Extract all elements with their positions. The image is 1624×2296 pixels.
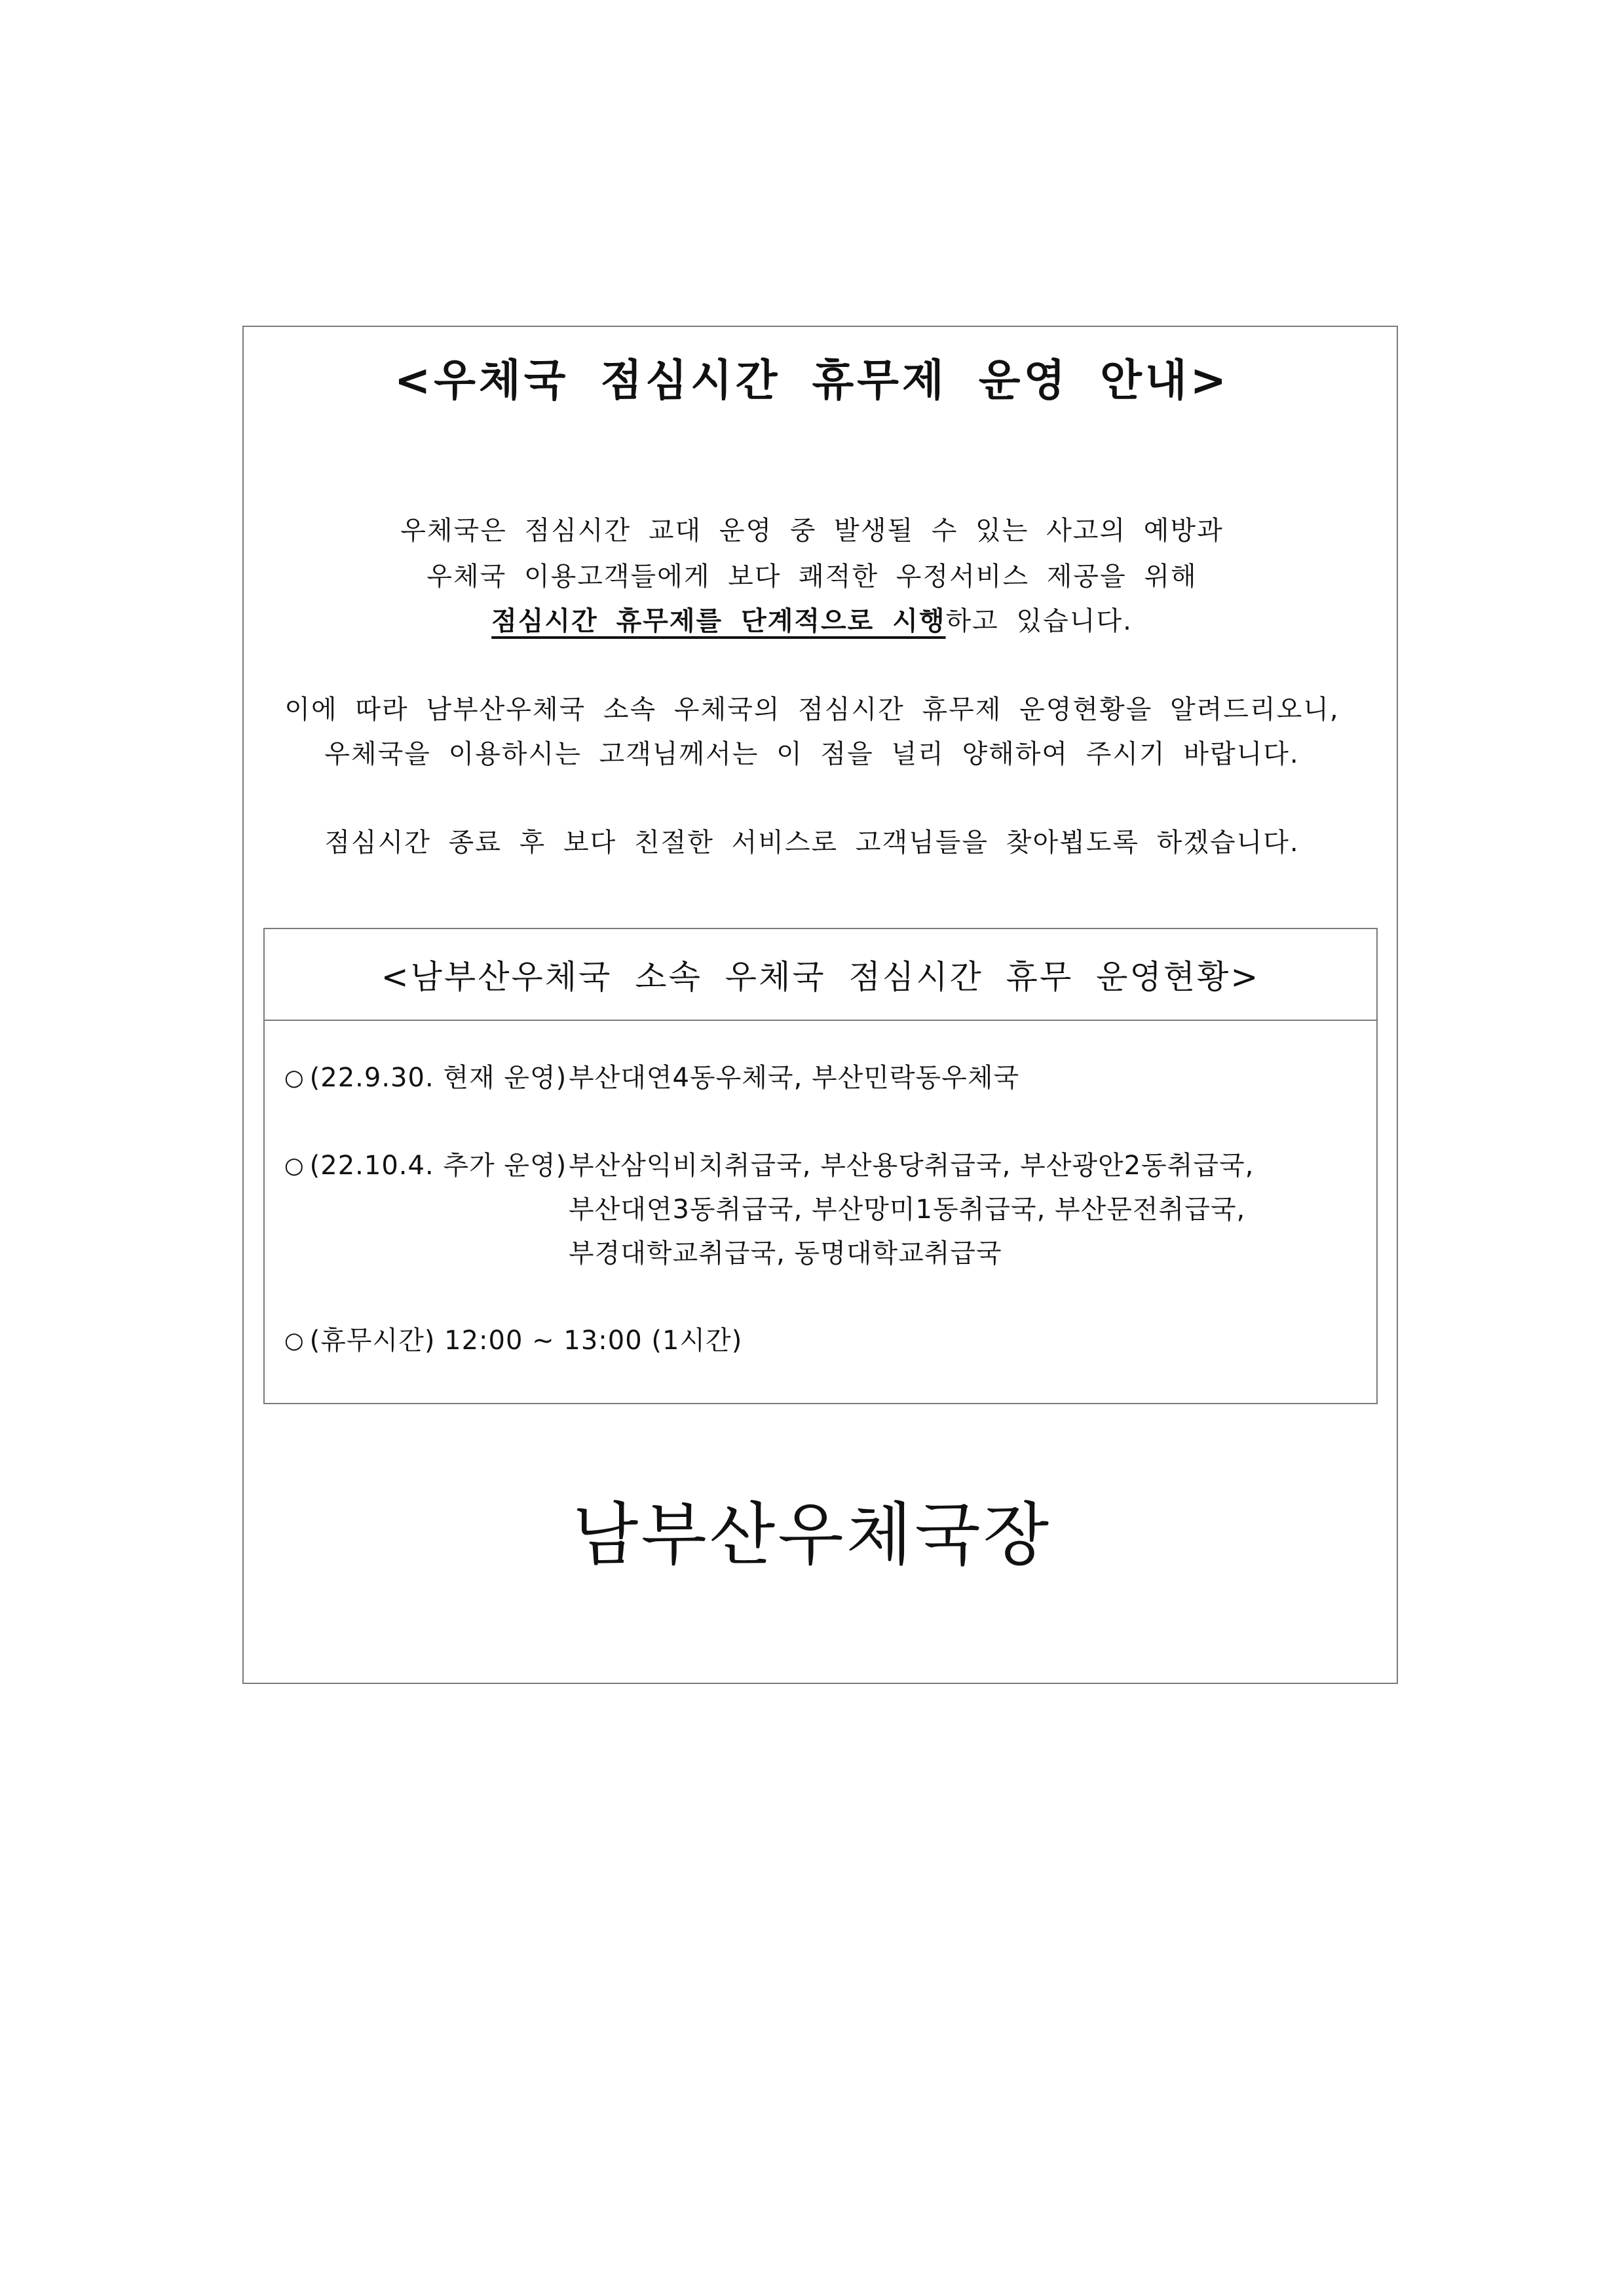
- intro-line-1: 우체국은 점심시간 교대 운영 중 발생될 수 있는 사고의 예방과: [400, 516, 1224, 546]
- intro-line-6: 점심시간 종료 후 보다 친절한 서비스로 고객님들을 찾아뵙도록 하겠습니다.: [324, 828, 1300, 858]
- current-operation-offices: 부산대연4동우체국, 부산민락동우체국: [569, 1063, 1020, 1093]
- circle-bullet-icon: ○: [284, 1065, 305, 1091]
- added-operation-label: (22.10.4. 추가 운영): [309, 1151, 567, 1181]
- closing-hours-text: (휴무시간) 12:00 ~ 13:00 (1시간): [309, 1326, 743, 1356]
- status-table: [263, 928, 1378, 1404]
- intro-line-3: [0, 608, 1624, 634]
- intro-line-3-rest: 하고 있습니다.: [945, 606, 1133, 636]
- added-offices-line-2: 부산대연3동취급국, 부산망미1동취급국, 부산문전취급국,: [569, 1195, 1246, 1225]
- notice-title: <우체국 점심시간 휴무제 운영 안내>: [394, 355, 1230, 406]
- current-operation-row: [284, 1065, 567, 1091]
- intro-line-4: 이에 따라 남부산우체국 소속 우체국의 점심시간 휴무제 운영현황을 알려드리오니,: [284, 695, 1340, 725]
- current-operation-label: (22.9.30. 현재 운영): [309, 1063, 567, 1093]
- status-header: <남부산우체국 소속 우체국 점심시간 휴무 운영현황>: [265, 929, 1376, 1021]
- added-operation-row: [284, 1153, 567, 1179]
- intro-emphasis: 점심시간 휴무제를 단계적으로 시행: [491, 606, 946, 636]
- intro-line-5: 우체국을 이용하시는 고객님께서는 이 점을 널리 양해하여 주시기 바랍니다.: [324, 739, 1300, 769]
- intro-line-2: 우체국 이용고객들에게 보다 쾌적한 우정서비스 제공을 위해: [426, 562, 1198, 592]
- circle-bullet-icon: ○: [284, 1153, 305, 1179]
- added-offices-line-1: 부산삼익비치취급국, 부산용당취급국, 부산광안2동취급국,: [569, 1151, 1255, 1181]
- closing-hours-row: [284, 1328, 742, 1354]
- signature: 남부산우체국장: [572, 1495, 1052, 1575]
- added-offices-line-3: 부경대학교취급국, 동명대학교취급국: [569, 1238, 1002, 1269]
- circle-bullet-icon: ○: [284, 1328, 305, 1354]
